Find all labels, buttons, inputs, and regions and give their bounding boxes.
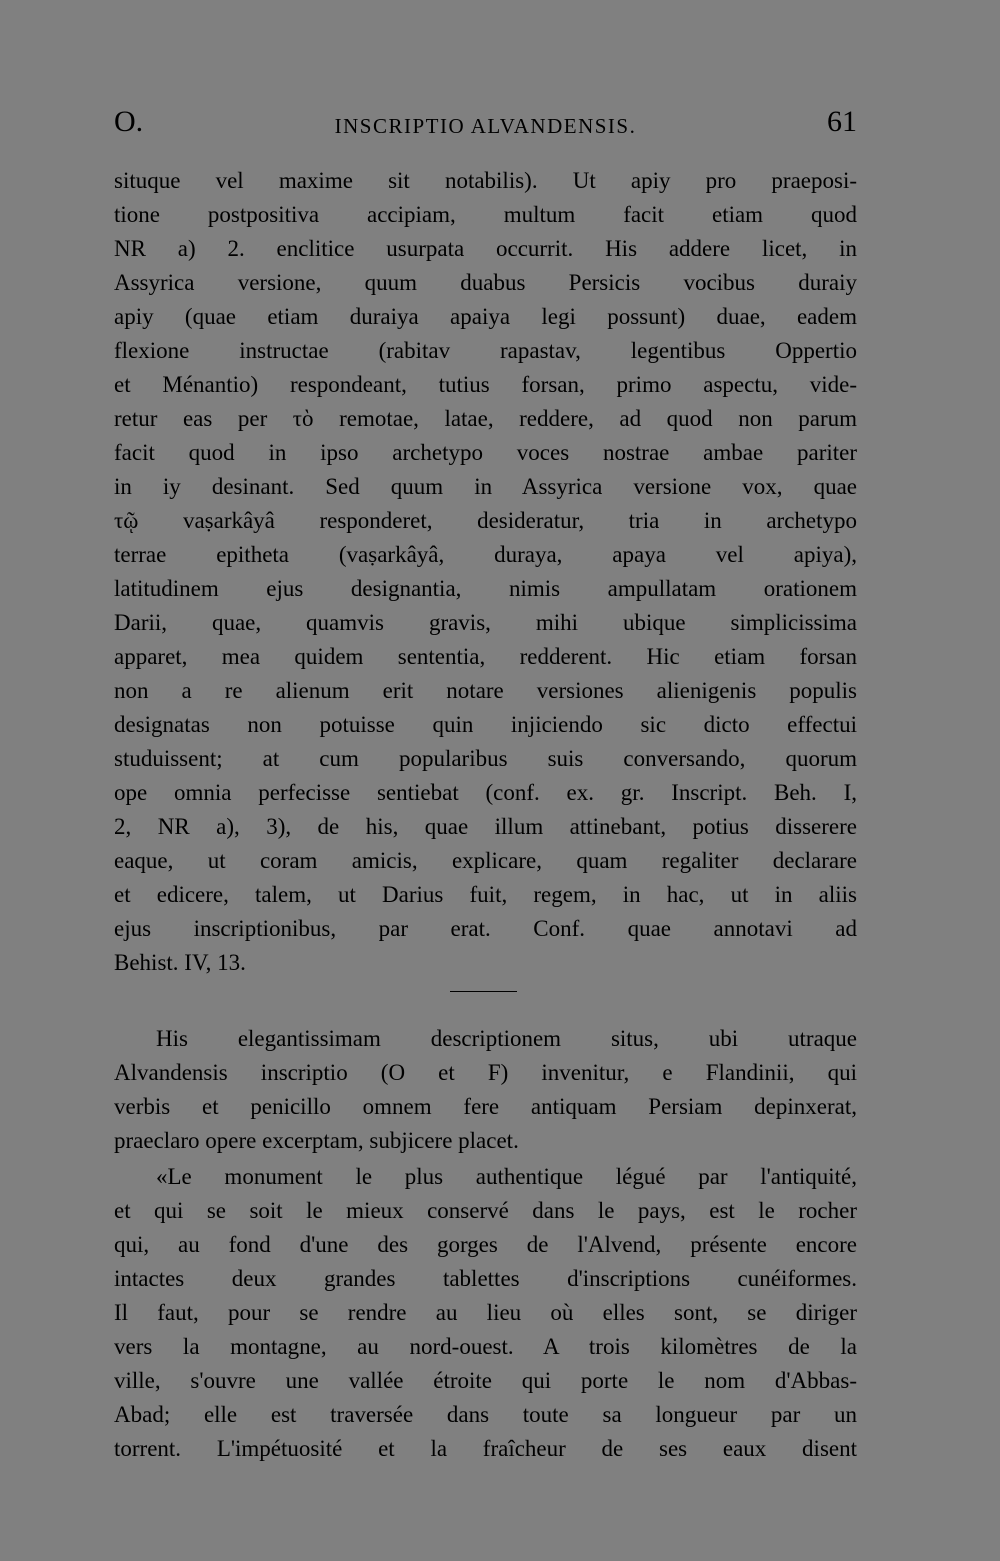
page-number: 61 bbox=[827, 105, 857, 138]
text-line: intactes deux grandes tablettes d'inscriptions cunéiformes. bbox=[114, 1266, 857, 1291]
text-line: torrent. L'impétuosité et la fraîcheur de ses eaux disent bbox=[114, 1436, 857, 1461]
text-line: et edicere, talem, ut Darius fuit, regem, in hac, ut in aliis bbox=[114, 882, 857, 907]
text-line: NR a) 2. enclitice usurpata occurrit. His addere licet, in bbox=[114, 236, 857, 261]
text-line: ejus inscriptionibus, par erat. Conf. quae annotavi ad bbox=[114, 916, 857, 941]
text-line: Il faut, pour se rendre au lieu où elles sont, se diriger bbox=[114, 1300, 857, 1325]
text-line: studuissent; at cum popularibus suis conversando, quorum bbox=[114, 746, 857, 771]
text-line: facit quod in ipso archetypo voces nostrae ambae pariter bbox=[114, 440, 857, 465]
running-title: INSCRIPTIO ALVANDENSIS. bbox=[334, 114, 637, 138]
text-line: 2, NR a), 3), de his, quae illum attinebant, potius disserere bbox=[114, 814, 857, 839]
text-line: ope omnia perfecisse sentiebat (conf. ex. gr. Inscript. Beh. I, bbox=[114, 780, 857, 805]
text-line: Alvandensis inscriptio (O et F) invenitur, e Flandinii, qui bbox=[114, 1060, 857, 1085]
text-line: qui, au fond d'une des gorges de l'Alvend, présente encore bbox=[114, 1232, 857, 1257]
text-line: apiy (quae etiam duraiya apaiya legi possunt) duae, eadem bbox=[114, 304, 857, 329]
text-line: His elegantissimam descriptionem situs, ubi utraque bbox=[156, 1026, 857, 1051]
text-line: latitudinem ejus designantia, nimis ampullatam orationem bbox=[114, 576, 857, 601]
text-line: et qui se soit le mieux conservé dans le pays, est le rocher bbox=[114, 1198, 857, 1223]
text-line: Darii, quae, quamvis gravis, mihi ubique simplicissima bbox=[114, 610, 857, 635]
text-line: non a re alienum erit notare versiones alienigenis populis bbox=[114, 678, 857, 703]
text-line: praeclaro opere excerptam, subjicere placet. bbox=[114, 1128, 519, 1153]
text-line: Behist. IV, 13. bbox=[114, 950, 246, 975]
text-line: tione postpositiva accipiam, multum facit etiam quod bbox=[114, 202, 857, 227]
section-divider bbox=[450, 991, 517, 992]
text-line: verbis et penicillo omnem fere antiquam Persiam depinxerat, bbox=[114, 1094, 857, 1119]
running-header bbox=[114, 100, 857, 144]
text-line: in iy desinant. Sed quum in Assyrica versione vox, quae bbox=[114, 474, 857, 499]
text-line: τῷ vaṣarkâyâ responderet, desideratur, tria in archetypo bbox=[114, 508, 857, 533]
text-line: «Le monument le plus authentique légué par l'antiquité, bbox=[156, 1164, 857, 1189]
text-line: Abad; elle est traversée dans toute sa longueur par un bbox=[114, 1402, 857, 1427]
text-line: terrae epitheta (vaṣarkâyâ, duraya, apaya vel apiya), bbox=[114, 542, 857, 567]
text-line: et Ménantio) respondeant, tutius forsan, primo aspectu, vide- bbox=[114, 372, 857, 397]
text-line: situque vel maxime sit notabilis). Ut apiy pro praeposi- bbox=[114, 168, 857, 193]
text-line: Assyrica versione, quum duabus Persicis vocibus duraiy bbox=[114, 270, 857, 295]
text-line: apparet, mea quidem sententia, redderent. Hic etiam forsan bbox=[114, 644, 857, 669]
text-line: ville, s'ouvre une vallée étroite qui porte le nom d'Abbas- bbox=[114, 1368, 857, 1393]
text-line: eaque, ut coram amicis, explicare, quam regaliter declarare bbox=[114, 848, 857, 873]
text-line: flexione instructae (rabitav rapastav, legentibus Oppertio bbox=[114, 338, 857, 363]
section-label: O. bbox=[114, 105, 144, 138]
text-line: designatas non potuisse quin injiciendo sic dicto effectui bbox=[114, 712, 857, 737]
text-line: vers la montagne, au nord-ouest. A trois kilomètres de la bbox=[114, 1334, 857, 1359]
text-line: retur eas per τὸ remotae, latae, reddere, ad quod non parum bbox=[114, 406, 857, 431]
